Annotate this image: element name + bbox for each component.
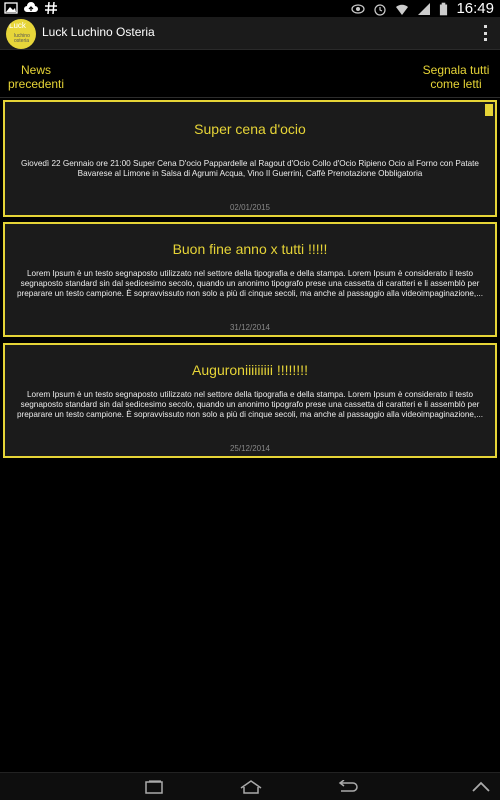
- logo-subtext: luchino osteria: [14, 33, 30, 44]
- news-body: Lorem Ipsum è un testo segnaposto utilizzato nel settore della tipografia e della stampa. Lorem Ipsum è considerato il testo segnaposto standard sin dal sedicesimo secolo, quando un anonimo tipografo prese una cassetta di caratteri e li assemblò per preparare un testo campione. È sopravvissuto non solo a più di cinque secoli, ma anche al passaggio alla videoimpaginazione,...: [16, 390, 484, 419]
- news-date: 31/12/2014: [229, 323, 271, 332]
- app-title: Luck Luchino Osteria: [42, 25, 155, 39]
- image-icon: [4, 1, 18, 15]
- news-body: Lorem Ipsum è un testo segnaposto utilizzato nel settore della tipografia e della stampa. Lorem Ipsum è considerato il testo segnaposto standard sin dal sedicesimo secolo, quando un anonimo tipografo prese una cassetta di caratteri e li assemblò per preparare un testo campione. È sopravvissuto non solo a più di cinque secoli, ma anche al passaggio alla videoimpaginazione,...: [16, 269, 484, 298]
- news-body: Giovedì 22 Gennaio ore 21:00 Super Cena D'ocio Pappardelle al Ragout d'Ocio Collo d'Ocio Ripieno Ocio al Forno con Patate Bavarese al Limone in Salsa di Agrumi Acqua, Vino Il Guerrini, Caffè Prenotazione Obbligatoria: [20, 159, 479, 178]
- news-date: 25/12/2014: [229, 444, 271, 453]
- back-icon[interactable]: [334, 777, 360, 797]
- status-bar: [0, 0, 500, 17]
- home-icon[interactable]: [238, 777, 264, 797]
- news-title: Super cena d'ocio: [194, 121, 306, 137]
- alarm-icon: [373, 2, 387, 16]
- news-card[interactable]: [3, 100, 497, 217]
- wifi-icon: [395, 2, 409, 16]
- logo-text: Luck: [9, 21, 26, 30]
- app-logo[interactable]: [6, 19, 36, 49]
- eye-icon: [351, 2, 365, 16]
- cloud-upload-icon: [24, 1, 38, 15]
- news-card[interactable]: [3, 343, 497, 458]
- mark-all-read-button[interactable]: Segnala tutti come letti: [422, 63, 490, 91]
- unread-flag-icon: [485, 104, 493, 116]
- news-title: Auguroniiiiiiiii !!!!!!!!: [192, 362, 308, 378]
- system-navigation-bar: [0, 772, 500, 800]
- battery-icon: [439, 2, 448, 16]
- recent-apps-icon[interactable]: [143, 777, 165, 797]
- action-bar: [0, 17, 500, 50]
- news-card[interactable]: [3, 222, 497, 337]
- signal-icon: [417, 2, 431, 16]
- previous-news-button[interactable]: News precedenti: [8, 63, 65, 91]
- hash-icon: [44, 1, 58, 15]
- news-date: 02/01/2015: [229, 203, 271, 212]
- divider: [0, 97, 500, 98]
- status-time: 16:49: [456, 0, 494, 17]
- overflow-menu-icon[interactable]: [482, 25, 488, 41]
- expand-up-icon[interactable]: [470, 777, 492, 797]
- news-title: Buon fine anno x tutti !!!!!: [172, 241, 328, 257]
